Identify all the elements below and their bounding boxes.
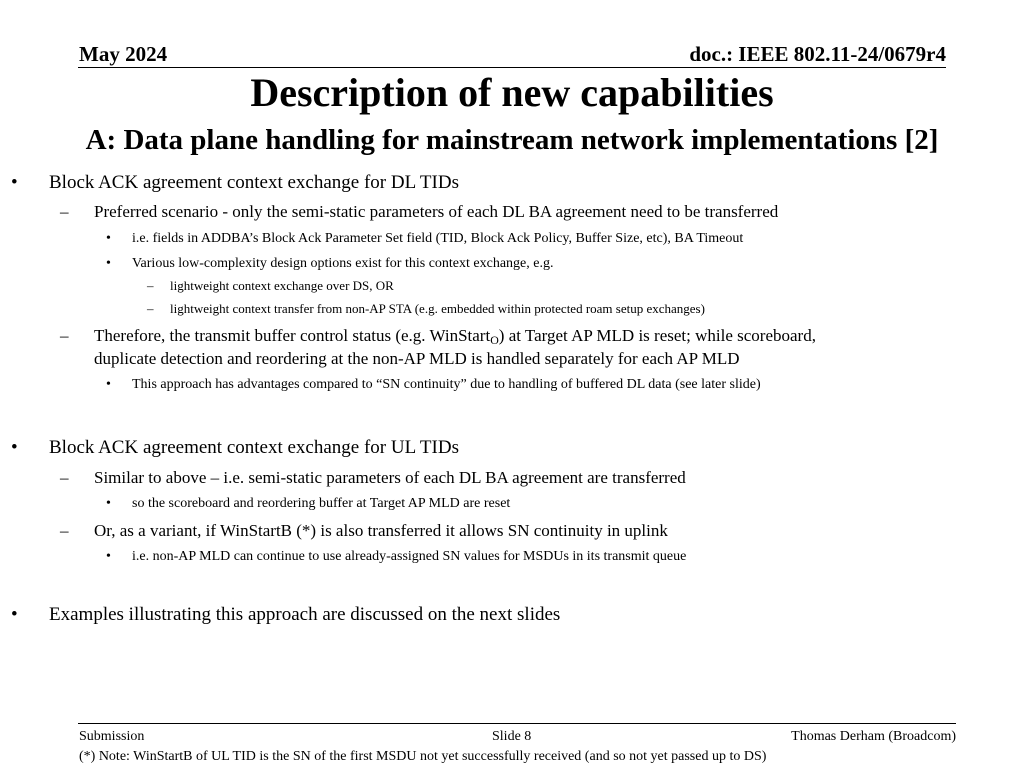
footer-slide-number: Slide 8 [492, 729, 532, 744]
sub-bullet-text: Similar to above – i.e. semi-static parameters of each DL BA agreement are transferred [94, 468, 686, 487]
fourth-level-text: lightweight context exchange over DS, OR [170, 278, 394, 293]
dash-marker: – [147, 278, 154, 293]
bullet-marker: • [106, 549, 111, 564]
third-level-text: Various low-complexity design options exist for this context exchange, e.g. [132, 256, 554, 271]
fourth-level-text: lightweight context transfer from non-AP STA (e.g. embedded within protected roam setup exchanges) [170, 301, 705, 316]
footer-author: Thomas Derham (Broadcom) [791, 729, 956, 744]
bullet-text: Block ACK agreement context exchange for DL TIDs [49, 172, 459, 193]
bullet-marker: • [106, 496, 111, 511]
sub-bullet-text: Or, as a variant, if WinStartB (*) is also transferred it allows SN continuity in uplink [94, 521, 668, 540]
subscript-o: O [490, 333, 499, 347]
dash-marker: – [60, 521, 69, 540]
dash-marker: – [147, 301, 154, 316]
bullet-marker: • [106, 256, 111, 271]
bullet-marker: • [106, 231, 111, 246]
dash-marker: – [60, 326, 69, 345]
third-level-text: This approach has advantages compared to “SN continuity” due to handling of buffered DL data (see later slide) [132, 377, 761, 392]
sub-bullet-text-line2: duplicate detection and reordering at the non-AP MLD is handled separately for each AP MLD [94, 349, 740, 368]
header-rule [78, 67, 946, 68]
bullet-marker: • [11, 172, 18, 193]
third-level-text: i.e. fields in ADDBA’s Block Ack Parameter Set field (TID, Block Ack Policy, Buffer Size, etc), BA Timeout [132, 231, 744, 246]
bullet-text: Block ACK agreement context exchange for UL TIDs [49, 437, 459, 458]
third-level-text: i.e. non-AP MLD can continue to use already-assigned SN values for MSDUs in its transmit queue [132, 549, 687, 564]
bullet-text: Examples illustrating this approach are discussed on the next slides [49, 604, 561, 625]
header-date: May 2024 [79, 42, 168, 66]
footer-rule [78, 723, 956, 724]
footer-note: (*) Note: WinStartB of UL TID is the SN of the first MSDU not yet successfully received (and so not yet passed up to DS) [79, 749, 767, 764]
dash-marker: – [60, 468, 69, 487]
sub-bullet-text: Therefore, the transmit buffer control status (e.g. WinStart$_O$) at Target AP MLD is reset; while scoreboard, [94, 326, 816, 347]
bullet-marker: • [11, 437, 18, 458]
sub-bullet-text: Preferred scenario - only the semi-static parameters of each DL BA agreement need to be transferred [94, 202, 779, 221]
bullet-marker: • [11, 604, 18, 625]
slide-subtitle: A: Data plane handling for mainstream network implementations [2] [85, 124, 939, 156]
third-level-text: so the scoreboard and reordering buffer at Target AP MLD are reset [132, 496, 511, 511]
dash-marker: – [60, 202, 69, 221]
footer-submission: Submission [79, 729, 145, 744]
slide-title: Description of new capabilities [250, 70, 774, 115]
bullet-marker: • [106, 377, 111, 392]
header-doc-number: doc.: IEEE 802.11-24/0679r4 [689, 42, 946, 66]
